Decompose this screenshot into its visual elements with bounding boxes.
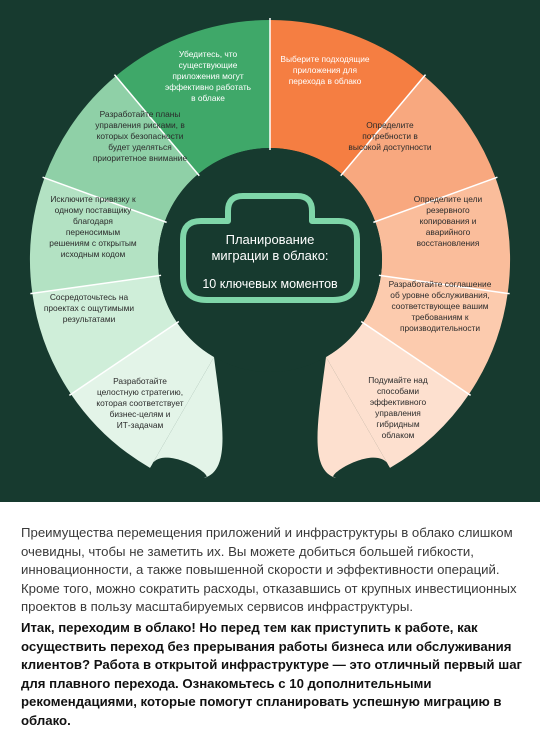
segment-label-line: об уровне обслуживания, — [390, 290, 490, 300]
segment-label-line: гибридным — [376, 419, 420, 429]
segment-label-line: резервного — [426, 205, 470, 215]
segment-label-line: способами — [376, 386, 420, 396]
segment-label-line: результатами — [62, 314, 116, 324]
segment-label-seg-6 — [280, 54, 369, 86]
segment-label-line: бизнес-целям и — [109, 409, 171, 419]
segment-label-line: Разработайте планы — [99, 109, 181, 119]
segment-label-line: Подумайте над — [368, 375, 428, 385]
segment-label-line: соответствующее вашим — [391, 301, 489, 311]
segment-label-line: ИТ-задачам — [116, 420, 164, 430]
segment-label-line: переносимым — [65, 227, 121, 237]
segment-label-line: одному поставщику — [54, 205, 132, 215]
segment-label-line: Выберите подходящие — [280, 54, 370, 64]
segment-label-line: благодаря — [73, 216, 113, 226]
segment-label-seg-4 — [93, 109, 188, 163]
segment-label-line: в облаке — [191, 93, 225, 103]
segment-label-line: Разработайте — [113, 376, 167, 386]
segment-label-line: производительности — [399, 323, 481, 333]
segment-label-line: Сосредоточьтесь на — [49, 292, 129, 302]
segment-label-line: облаком — [381, 430, 415, 440]
segment-label-seg-8 — [414, 194, 483, 248]
segment-label-line: восстановления — [416, 238, 480, 248]
segment-label-line: проектах с ощутимыми — [43, 303, 135, 313]
segment-label-line: приоритетное внимание — [92, 153, 188, 163]
segment-label-line: приложения могут — [172, 71, 244, 81]
segment-label-seg-9 — [389, 279, 492, 333]
segment-label-line: Исключите привязку к — [50, 194, 136, 204]
segment-label-line: решениям с открытым — [49, 238, 137, 248]
segment-label-line: перехода в облако — [288, 76, 362, 86]
segment-label-line: эффективно работать — [164, 82, 252, 92]
segment-label-line: целостную стратегию, — [96, 387, 184, 397]
segment-label-line: будет уделяться — [108, 142, 172, 152]
segment-label-line: исходным кодом — [60, 249, 126, 259]
segment-label-line: высокой доступности — [348, 142, 432, 152]
segment-label-line: потребности в — [362, 131, 418, 141]
segment-label-line: копирования и — [419, 216, 477, 226]
center-title-line: Планирование — [225, 232, 315, 247]
text-section — [0, 502, 540, 728]
segment-label-line: приложения для — [292, 65, 358, 75]
segment-label-line: существующие — [178, 60, 238, 70]
intro-paragraph: Преимущества перемещения приложений и инфраструктуры в облако слишком очевидны, чтобы не заметить их. Вы можете добиться большей гибкости, инновационности, а также повышенной скорости и эффективности операций. Кроме того, можно сократить расходы, отказавшись от крупных инвестиционных проектов в пользу масштабируемых сервисов инфраструктуры. — [21, 525, 517, 615]
segment-label-line: которая соответствует — [96, 398, 184, 408]
segment-label-line: Определите — [366, 120, 414, 130]
segment-label-line: эффективного — [369, 397, 427, 407]
center-title — [211, 232, 328, 263]
center-title-line: миграции в облако: — [211, 248, 329, 263]
center-subtitle: 10 ключевых моментов — [202, 277, 338, 291]
segment-label-line: Определите цели — [413, 194, 483, 204]
call-to-action-paragraph: Итак, переходим в облако! Но перед тем как приступить к работе, как осуществить переход без прерывания работы бизнеса или обслуживания клиентов? Работа в открытой инфраструктуре — это отличный первый шаг для плавного перехода. Ознакомьтесь с 10 дополнительными рекомендациями, которые помогут спланировать успешную миграцию в облако. — [21, 620, 523, 728]
segment-label-line: которых безопасности — [96, 131, 184, 141]
segment-label-line: Убедитесь, что — [178, 49, 238, 59]
segment-label-line: управления — [375, 408, 421, 418]
segment-label-line: Разработайте соглашение — [388, 279, 492, 289]
segment-label-line: управления рисками, в — [95, 120, 185, 130]
segment-label-line: аварийного — [425, 227, 471, 237]
segment-label-line: требованиям к — [411, 312, 469, 322]
